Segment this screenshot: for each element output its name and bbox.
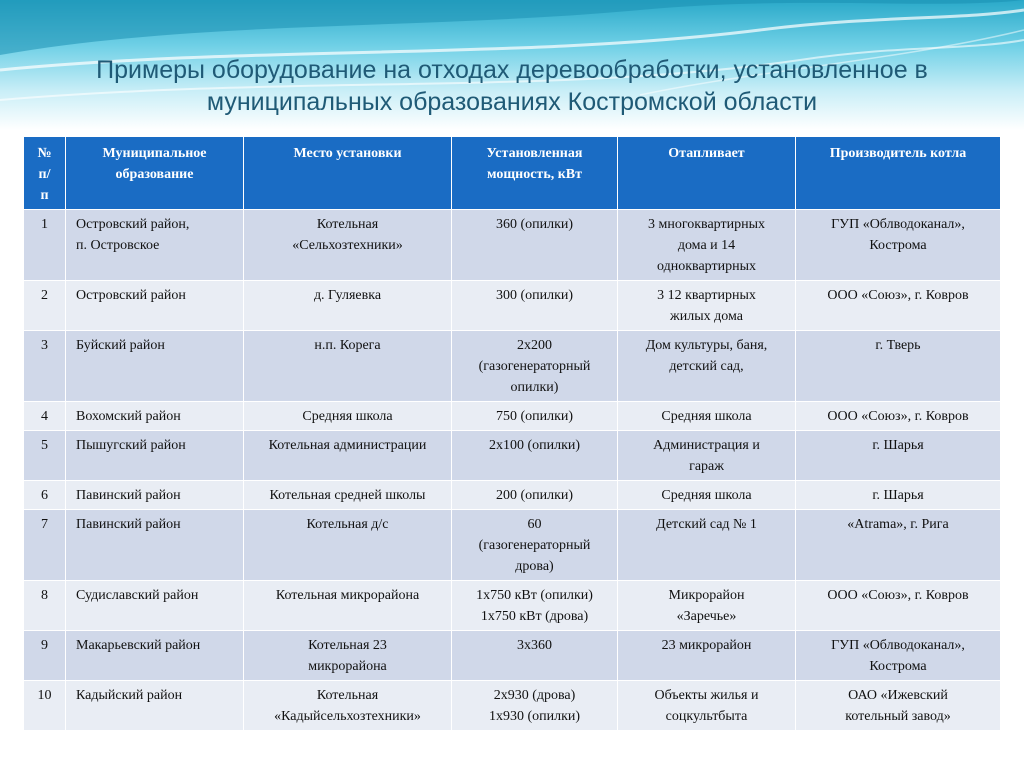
cell-number: 8	[24, 581, 66, 631]
cell-location: Котельная администрации	[244, 431, 452, 481]
cell-manufacturer: г. Шарья	[796, 431, 1001, 481]
cell-capacity: 2х930 (дрова) 1х930 (опилки)	[452, 681, 618, 731]
cell-capacity: 60 (газогенераторный дрова)	[452, 510, 618, 581]
cell-number: 9	[24, 631, 66, 681]
cell-heats: Дом культуры, баня, детский сад,	[618, 331, 796, 402]
cell-heats: Микрорайон «Заречье»	[618, 581, 796, 631]
table-row	[24, 331, 1001, 402]
cell-capacity: 200 (опилки)	[452, 481, 618, 510]
cell-manufacturer: ООО «Союз», г. Ковров	[796, 402, 1001, 431]
cell-municipality: Островский район, п. Островское	[66, 210, 244, 281]
equipment-table	[23, 136, 1001, 731]
table-header-row	[24, 137, 1001, 210]
cell-manufacturer: г. Шарья	[796, 481, 1001, 510]
header-municipality: Муниципальное образование	[66, 137, 244, 210]
cell-number: 2	[24, 281, 66, 331]
cell-heats: 3 многоквартирных дома и 14 одноквартирных	[618, 210, 796, 281]
cell-location: Котельная 23 микрорайона	[244, 631, 452, 681]
table-row	[24, 581, 1001, 631]
cell-capacity: 3х360	[452, 631, 618, 681]
cell-municipality: Кадыйский район	[66, 681, 244, 731]
cell-location: н.п. Корега	[244, 331, 452, 402]
cell-capacity: 360 (опилки)	[452, 210, 618, 281]
header-heats: Отапливает	[618, 137, 796, 210]
cell-number: 1	[24, 210, 66, 281]
cell-municipality: Островский район	[66, 281, 244, 331]
header-capacity: Установленная мощность, кВт	[452, 137, 618, 210]
cell-number: 10	[24, 681, 66, 731]
table-row	[24, 631, 1001, 681]
page-title: Примеры оборудование на отходах деревообработки, установленное в муниципальных образованиях Костромской области	[96, 56, 928, 116]
cell-location: Котельная «Сельхозтехники»	[244, 210, 452, 281]
table-row	[24, 481, 1001, 510]
cell-location: Средняя школа	[244, 402, 452, 431]
cell-manufacturer: ООО «Союз», г. Ковров	[796, 581, 1001, 631]
cell-heats: Администрация и гараж	[618, 431, 796, 481]
cell-municipality: Вохомский район	[66, 402, 244, 431]
cell-municipality: Макарьевский район	[66, 631, 244, 681]
cell-manufacturer: ООО «Союз», г. Ковров	[796, 281, 1001, 331]
cell-location: Котельная микрорайона	[244, 581, 452, 631]
cell-manufacturer: ГУП «Облводоканал», Кострома	[796, 631, 1001, 681]
cell-number: 5	[24, 431, 66, 481]
header-number: № п/ п	[24, 137, 66, 210]
cell-heats: Средняя школа	[618, 402, 796, 431]
cell-capacity: 750 (опилки)	[452, 402, 618, 431]
cell-number: 7	[24, 510, 66, 581]
cell-municipality: Павинский район	[66, 510, 244, 581]
cell-number: 3	[24, 331, 66, 402]
cell-manufacturer: ГУП «Облводоканал», Кострома	[796, 210, 1001, 281]
cell-capacity: 300 (опилки)	[452, 281, 618, 331]
equipment-table-container	[23, 136, 1000, 731]
cell-manufacturer: г. Тверь	[796, 331, 1001, 402]
cell-heats: 3 12 квартирных жилых дома	[618, 281, 796, 331]
header-manufacturer: Производитель котла	[796, 137, 1001, 210]
cell-heats: 23 микрорайон	[618, 631, 796, 681]
cell-heats: Средняя школа	[618, 481, 796, 510]
cell-location: Котельная «Кадыйсельхозтехники»	[244, 681, 452, 731]
cell-municipality: Буйский район	[66, 331, 244, 402]
cell-location: Котельная д/с	[244, 510, 452, 581]
cell-heats: Детский сад № 1	[618, 510, 796, 581]
table-row	[24, 210, 1001, 281]
table-row	[24, 681, 1001, 731]
table-row	[24, 431, 1001, 481]
cell-municipality: Павинский район	[66, 481, 244, 510]
cell-number: 6	[24, 481, 66, 510]
cell-number: 4	[24, 402, 66, 431]
cell-heats: Объекты жилья и соцкультбыта	[618, 681, 796, 731]
table-row	[24, 510, 1001, 581]
cell-capacity: 2х200 (газогенераторный опилки)	[452, 331, 618, 402]
cell-capacity: 2х100 (опилки)	[452, 431, 618, 481]
cell-capacity: 1х750 кВт (опилки) 1х750 кВт (дрова)	[452, 581, 618, 631]
cell-location: Котельная средней школы	[244, 481, 452, 510]
table-row	[24, 281, 1001, 331]
table-row	[24, 402, 1001, 431]
cell-manufacturer: ОАО «Ижевский котельный завод»	[796, 681, 1001, 731]
header-location: Место установки	[244, 137, 452, 210]
cell-location: д. Гуляевка	[244, 281, 452, 331]
cell-municipality: Пышугский район	[66, 431, 244, 481]
cell-municipality: Судиславский район	[66, 581, 244, 631]
cell-manufacturer: «Atrama», г. Рига	[796, 510, 1001, 581]
